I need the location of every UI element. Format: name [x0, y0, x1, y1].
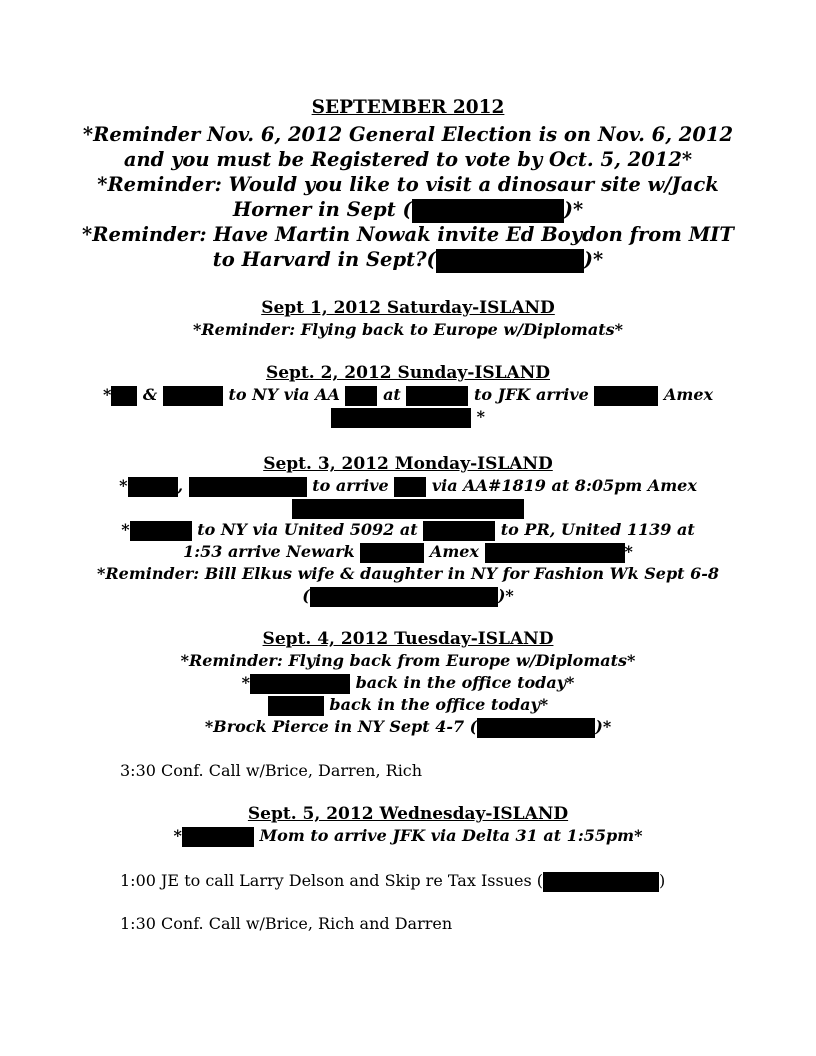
schedule-entry: 3:30 Conf. Call w/Brice, Darren, Rich — [120, 761, 423, 780]
day-line: * & to NY via AA at to JFK arrive Amex — [102, 385, 714, 404]
redaction-box — [477, 718, 595, 738]
schedule-entry: 1:30 Conf. Call w/Brice, Rich and Darren — [120, 914, 453, 933]
redaction-box — [189, 477, 307, 497]
dinosaur-reminder-line-1: *Reminder: Would you like to visit a dinosaur site w/Jack — [97, 173, 719, 196]
nowak-reminder-line-1: *Reminder: Have Martin Nowak invite Ed Boydon from MIT — [82, 223, 734, 246]
day-line: * , to arrive via AA#1819 at 8:05pm Amex — [119, 476, 697, 495]
day-heading-sept-2: Sept. 2, 2012 Sunday-ISLAND — [265, 363, 551, 383]
redaction-box — [345, 386, 377, 406]
day-line: 1:53 arrive Newark Amex * — [183, 542, 633, 561]
day-heading-sept-5: Sept. 5, 2012 Wednesday-ISLAND — [247, 804, 569, 824]
redaction-box — [111, 386, 137, 406]
redaction-box — [406, 386, 468, 406]
day-line: * — [0, 406, 816, 428]
redaction-box — [128, 477, 178, 497]
dinosaur-reminder-line-2: Horner in Sept ( )* — [232, 198, 584, 221]
redaction-box — [394, 477, 426, 497]
day-line: ( )* — [302, 586, 514, 605]
day-line: *Reminder: Bill Elkus wife & daughter in NY for Fashion Wk Sept 6-8 — [96, 564, 720, 583]
day-line — [0, 497, 816, 519]
day-line: * to NY via United 5092 at to PR, United 1139 at — [121, 520, 695, 539]
redaction-box — [423, 521, 495, 541]
day-line: *Brock Pierce in NY Sept 4-7 ( )* — [204, 717, 612, 736]
redaction-box — [543, 872, 659, 892]
day-line: back in the office today* — [0, 694, 816, 716]
redaction-box — [130, 521, 192, 541]
day-line: * back in the office today* — [241, 673, 575, 692]
redaction-box — [250, 674, 350, 694]
day-heading-sept-4: Sept. 4, 2012 Tuesday-ISLAND — [262, 629, 554, 649]
redaction-box — [163, 386, 223, 406]
election-reminder-line-1: *Reminder Nov. 6, 2012 General Election is on Nov. 6, 2012 — [82, 123, 734, 146]
day-line: *Reminder: Flying back to Europe w/Diplomats* — [193, 320, 623, 339]
election-reminder-line-2: and you must be Registered to vote by Oct. 5, 2012* — [123, 148, 693, 171]
redaction-box — [331, 408, 471, 428]
nowak-reminder-line-2: to Harvard in Sept?( )* — [212, 248, 604, 271]
redaction-box — [182, 827, 254, 847]
day-line: * Mom to arrive JFK via Delta 31 at 1:55pm* — [173, 826, 643, 845]
redaction-box — [268, 696, 324, 716]
redaction-box — [310, 587, 498, 607]
redaction-box — [412, 199, 564, 223]
day-heading-sept-3: Sept. 3, 2012 Monday-ISLAND — [263, 454, 553, 474]
redaction-box — [594, 386, 658, 406]
day-line: *Reminder: Flying back from Europe w/Diplomats* — [180, 651, 636, 670]
month-title: SEPTEMBER 2012 — [311, 97, 505, 118]
redaction-box — [436, 249, 584, 273]
day-heading-sept-1: Sept 1, 2012 Saturday-ISLAND — [261, 298, 555, 318]
schedule-entry: 1:00 JE to call Larry Delson and Skip re Tax Issues ( ) — [120, 871, 666, 890]
redaction-box — [360, 543, 424, 563]
redaction-box — [292, 499, 524, 519]
redaction-box — [485, 543, 625, 563]
